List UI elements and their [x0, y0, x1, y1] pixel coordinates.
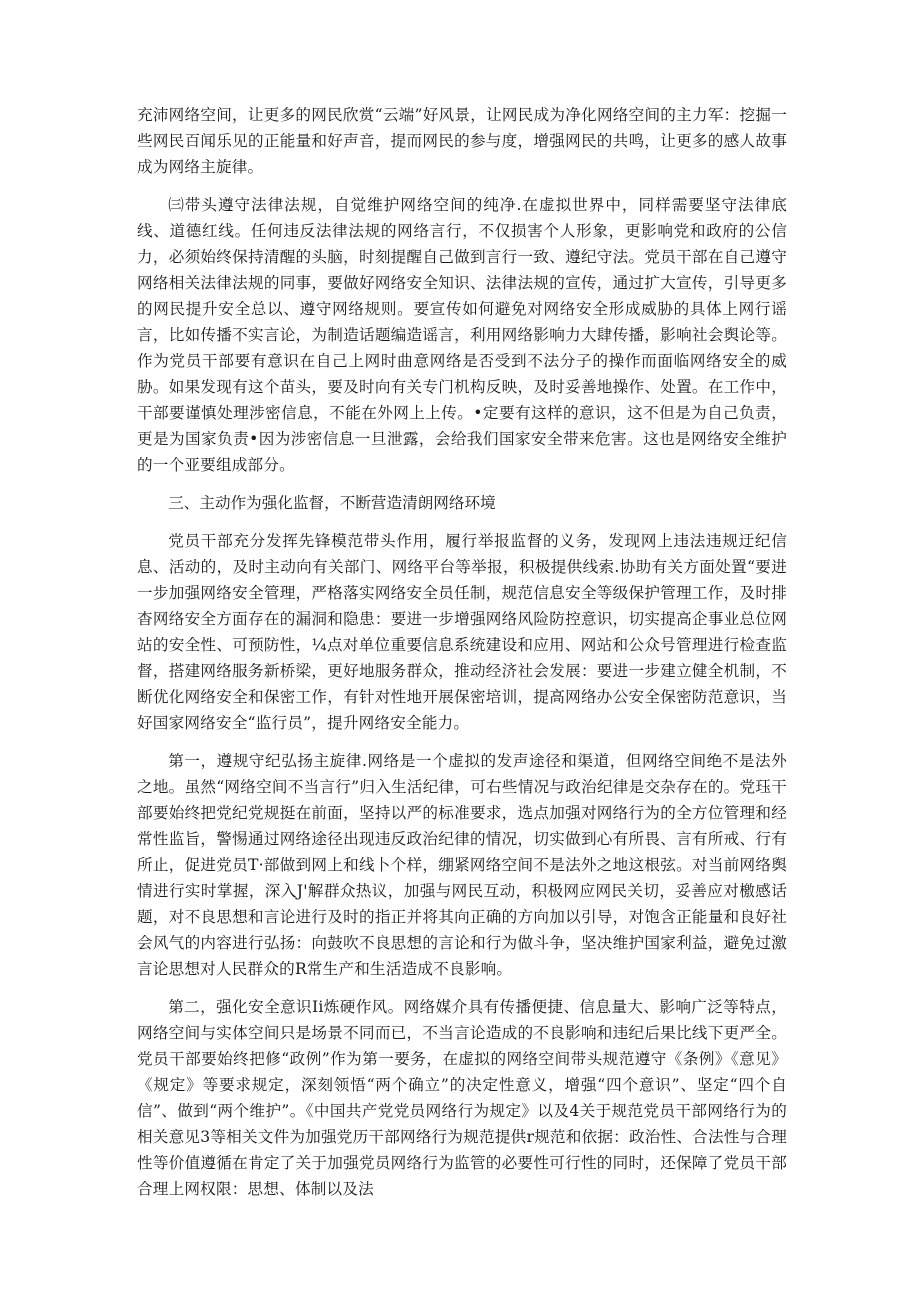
paragraph-continuation: 充沛网络空间，让更多的网民欣赏“云端”好风景，让网民成为净化网络空间的主力军：挖掘一些网民百闻乐见的正能量和好声音，提而网民的参与度，增强网民的共鸣，让更多的感人故事成为网络主旋律。 — [137, 106, 787, 176]
section-heading-three: 三、主动作为强化监督，不断营造清朗网络环境 — [168, 494, 496, 512]
document-page — [137, 102, 787, 1202]
paragraph-law-compliance: ㈢带头遵守法律法规，自觉维护网络空间的纯净.在虚拟世界中，同样需要坚守法律底线、道德红线。任何违反法律法规的网络言行，不仅损害个人形象，更影响党和政府的公信力，必须始终保持清醒的头脑，时刻提醒自己做到言行一致、遵纪守法。党员干部在自己遵守网络相关法律法规的同事，要做好网络安全知识、法律法规的宣传，通过扩大宣传，引导更多的网民提升安全总以、遵守网络规则。要宣传如何避免对网络安全形成威胁的具体上网行谣言，比如传播不实言论，为制造话题编造谣言，利用网络影响力大肆传播，影响社会舆论等。作为党员干部要有意识在自己上网时曲意网络是否受到不法分子的操作而面临网络安全的威胁。如果发现有这个苗头，要及时向有关专门机构反映，及时妥善地操作、处置。在工作中，干部要谨慎处理涉密信息，不能在外网上上传。•定要有这样的意识，这不但是为自己负责，更是为国家负责•因为涉密信息一旦泄露，会给我们国家安全带来危害。这也是网络安全维护的一个亚要组成部分。 — [137, 196, 787, 474]
paragraph-second: 第二，强化安全意识Ii炼硬作风。网络媒介具有传播便捷、信息量大、影响广泛等特点，网络空间与实体空间只是场景不同而已，不当言论造成的不良影响和违纪后果比线下更严全。党员干部要始终把修“政例”作为第一要务，在虚拟的网络空间带头规范遵守《条例》《意见》《规定》等要求规定，深刻领悟“两个确立”的决定性意义，增强“四个意识”、坚定“四个自信”、做到“两个维护”。《中国共产党党员网络行为规定》以及4关于规范党员干部网络行为的相关意见3等相关文件为加强党历干部网络行为规范提供r规范和依据：政治性、合法性与合理性等价值遵循在肯定了关于加强党员网络行为监管的必要性可行性的同时，还保障了党员干部合理上网权限：思想、体制以及法 — [137, 998, 787, 1198]
paragraph-first: 第一，遵规守纪弘扬主旋律.网络是一个虚拟的发声途径和渠道，但网络空间绝不是法外之地。虽然“网络空间不当言行”归入生活纪律，可右些情况与政治纪律是交杂存在的。党珏干部要始终把党纪党规挺在前面，坚持以严的标准要求，选点加强对网络行为的全方位管理和经常性监旨，警惕通过网络途径出现违反政治纪律的情况，切实做到心有所畏、言有所戒、行有所止，促进党员T·部做到网上和线卜个样，绷紧网络空间不是法外之地这根弦。对当前网络舆情进行实时掌握，深入J'解群众热议，加强与网民互动，积极网应网民关切，妥善应对檄感话题，对不良思想和言论进行及时的指正并将其向正确的方向加以引导，对饱含正能量和良好社会风气的内容进行弘扬：向鼓吹不良思想的言论和行为做斗争，坚决维护国家利益，避免过激言论思想对人民群众的R常生产和生活造成不良影响。 — [137, 752, 787, 978]
paragraph-supervision: 党员干部充分发挥先锋模范带头作用，履行举报监督的义务，发现网上违法违规迂纪信息、活动的，及时主动向有关部门、网络平台等举报，积极提供线索.协助有关方面处置“要进一步加强网络安全管理，严格落实网络安全员任制，规范信息安全等级保护管理工作，及时排杳网络安全方面存在的漏洞和隐患：要进一步增强网络风险防控意识，切实提高企事业总位网站的安全性、可预防性，¼点对单位重要信息系统建设和应用、网站和公众号管理进行检查监督，搭建网络服务新桥梁，更好地服务群众，推动经济社会发展：要进一步建立健全机制，不断优化网络安全和保密工作，有针对性地开展保密培训，提高网络办公安全保密防范意识，当好国家网络安全“监行员”，提升网络安全能力。 — [137, 532, 787, 732]
